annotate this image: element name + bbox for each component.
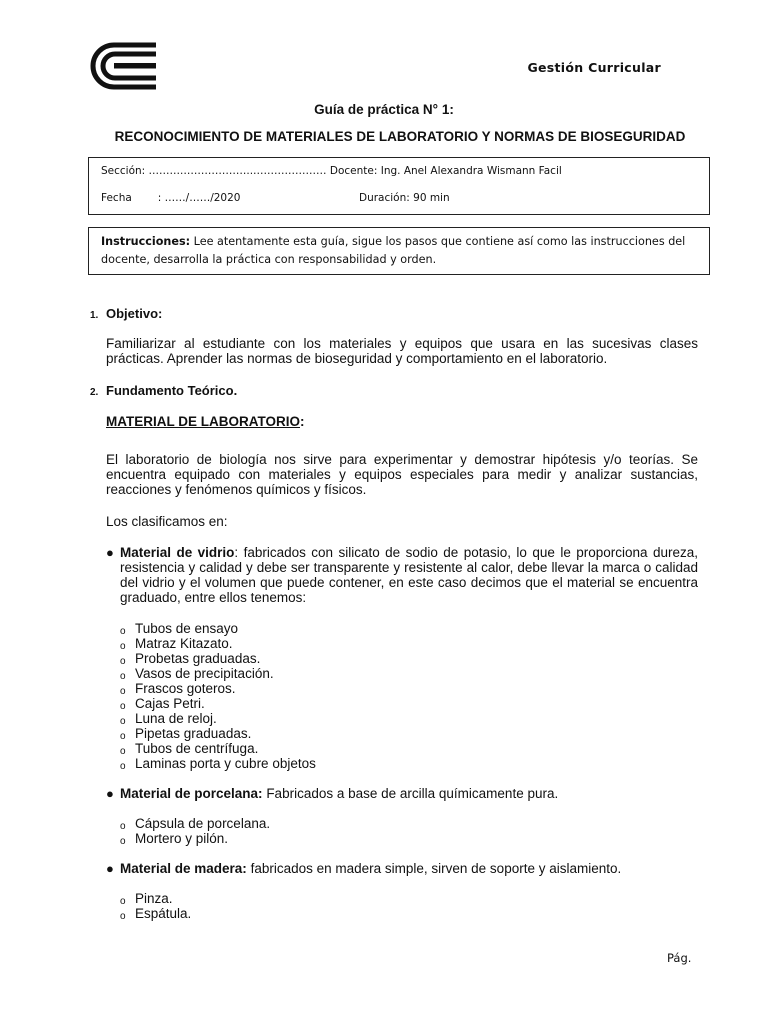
section-number: 1.: [90, 310, 99, 321]
date-value: : ……/……/2020: [157, 192, 241, 204]
list-item: o Tubos de centrífuga.: [120, 741, 259, 757]
duration: Duración: 90 min: [359, 192, 450, 204]
objective-text: Familiarizar al estudiante con los materiales y equipos que usara en las sucesivas clases prácticas. Aprender las normas de bioseguridad y comportamiento en el laboratorio.: [106, 336, 698, 366]
circle-bullet-icon: o: [120, 896, 126, 907]
section-number: 2.: [90, 387, 99, 398]
list-item: o Laminas porta y cubre objetos: [120, 756, 316, 772]
department-name: Gestión Curricular: [527, 60, 661, 75]
bullet-icon: ●: [106, 861, 114, 876]
list-item: o Vasos de precipitación.: [120, 666, 274, 682]
list-item: o Pinza.: [120, 891, 173, 907]
list-item: o Frascos goteros.: [120, 681, 236, 697]
section-objective-heading: [90, 306, 162, 321]
circle-bullet-icon: o: [120, 746, 126, 757]
lab-material-title: MATERIAL DE LABORATORIO: [106, 414, 300, 429]
material-name: Material de madera:: [120, 861, 247, 876]
circle-bullet-icon: o: [120, 731, 126, 742]
material-porcelain: [106, 786, 698, 801]
date-label: Fecha: [101, 192, 132, 204]
material-glass: [106, 545, 698, 605]
instructions-label: Instrucciones:: [101, 235, 191, 248]
circle-bullet-icon: o: [120, 671, 126, 682]
circle-bullet-icon: o: [120, 761, 126, 772]
list-item: o Mortero y pilón.: [120, 831, 229, 847]
bullet-icon: ●: [106, 786, 114, 801]
circle-bullet-icon: o: [120, 686, 126, 697]
material-description: fabricados en madera simple, sirven de soporte y aislamiento.: [246, 861, 622, 876]
guide-title: Guía de práctica N° 1:: [314, 102, 454, 117]
section-title: Fundamento Teórico.: [106, 383, 238, 398]
theory-intro: El laboratorio de biología nos sirve para experimentar y demostrar hipótesis y/o teorías. Se encuentra equipado con materiales y equipos especiales para medir y analizar sustancias, reacciones y fenómenos químicos y físicos.: [106, 452, 698, 497]
list-item: o Espátula.: [120, 906, 192, 922]
circle-bullet-icon: o: [120, 716, 126, 727]
classify-text: Los clasificamos en:: [106, 514, 228, 529]
list-item: o Matraz Kitazato.: [120, 636, 233, 652]
material-name: Material de porcelana:: [120, 786, 263, 801]
circle-bullet-icon: o: [120, 911, 126, 922]
circle-bullet-icon: o: [120, 641, 126, 652]
material-description: Fabricados a base de arcilla químicamente pura.: [262, 786, 559, 801]
list-item: o Cápsula de porcelana.: [120, 816, 271, 832]
porcelain-items-list: [120, 816, 270, 846]
material-name: Material de vidrio: [120, 545, 235, 560]
circle-bullet-icon: o: [120, 656, 126, 667]
wood-items-list: [120, 891, 191, 921]
material-wood: [106, 861, 698, 876]
circle-bullet-icon: o: [120, 626, 126, 637]
section-teacher-line: Sección: ……….………………..………………… Docente: Ing. Anel Alexandra Wismann Facil: [101, 165, 562, 177]
instructions-text: Lee atentamente esta guía, sigue los pasos que contiene así como las instrucciones del docente, desarrolla la práctica con responsabilidad y orden.: [101, 235, 686, 266]
circle-bullet-icon: o: [120, 836, 126, 847]
section-theory-heading: [90, 383, 237, 398]
lab-material-colon: :: [300, 414, 305, 429]
institution-logo: [90, 42, 160, 90]
list-item: o Cajas Petri.: [120, 696, 205, 712]
lab-material-heading: [106, 414, 305, 429]
material-description: : fabricados con silicato de sodio de potasio, lo que le proporciona dureza, resistencia y calidad y debe ser transparente y resistente al calor, debe llevar la marca o calidad del vidrio y el volumen que puede contener, en este caso decimos que el material se encuentra graduado, entre ellos tenemos:: [120, 545, 698, 605]
instructions-box: [88, 227, 710, 275]
bullet-icon: ●: [106, 545, 114, 560]
page-number-label: Pág.: [667, 951, 692, 965]
date-line: [101, 192, 240, 204]
main-title: RECONOCIMIENTO DE MATERIALES DE LABORATORIO Y NORMAS DE BIOSEGURIDAD: [114, 129, 686, 144]
list-item: o Probetas graduadas.: [120, 651, 261, 667]
section-title: Objetivo:: [106, 306, 163, 321]
list-item: o Luna de reloj.: [120, 711, 217, 727]
circle-bullet-icon: o: [120, 821, 126, 832]
circle-bullet-icon: o: [120, 701, 126, 712]
info-box: [88, 157, 710, 215]
list-item: o Pipetas graduadas.: [120, 726, 252, 742]
glass-items-list: [120, 621, 316, 771]
list-item: o Tubos de ensayo: [120, 621, 239, 637]
